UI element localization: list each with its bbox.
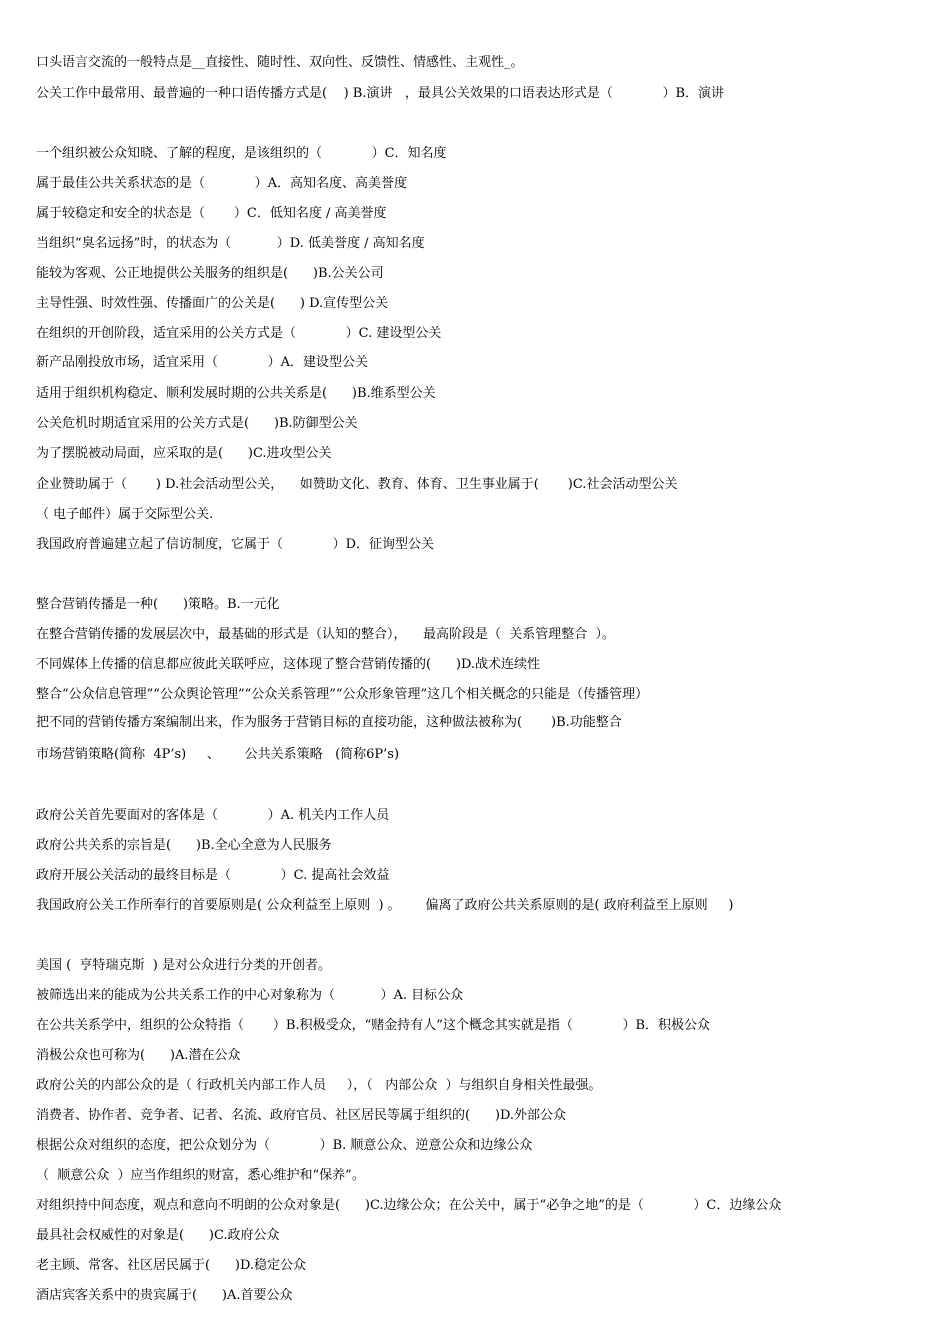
text-line: 属于最佳公共关系状态的是（ ）A．高知名度、高美誉度 (36, 176, 407, 191)
text-line: 酒店宾客关系中的贵宾属于( )A.首要公众 (36, 1288, 293, 1303)
text-line: 政府开展公关活动的最终目标是（ ）C. 提高社会效益 (36, 868, 390, 883)
text-line: 为了摆脱被动局面，应采取的是( )C.进攻型公关 (36, 446, 332, 461)
text-line: 不同媒体上传播的信息都应彼此关联呼应，这体现了整合营销传播的( )D.战术连续性 (36, 657, 541, 672)
text-line: 政府公关的内部公众的是（ 行政机关内部工作人员 ），（ 内部公众 ）与组织自身相关性最强。 (36, 1078, 602, 1093)
text-line: 公关危机时期适宜采用的公关方式是( )B.防御型公关 (36, 416, 358, 431)
text-line: 我国政府普遍建立起了信访制度，它属于（ ）D．征询型公关 (36, 537, 435, 552)
text-line: 市场营销策略(简称 4P’s) 、 公共关系策略 (简称6P’s) (36, 747, 400, 762)
text-line: 属于较稳定和安全的状态是（ ）C．低知名度 / 高美誉度 (36, 206, 387, 221)
text-line: 整合营销传播是一种( )策略。B.一元化 (36, 597, 280, 612)
text-line: 在公共关系学中，组织的公众特指（ ）B.积极受众，“赌金持有人”这个概念其实就是指（ ）B．积极公众 (36, 1018, 711, 1033)
text-line: 消费者、协作者、竞争者、记者、名流、政府官员、社区居民等属于组织的( )D.外部公众 (36, 1108, 567, 1123)
text-line: 整合“公众信息管理”“公众舆论管理”“公众关系管理”“公众形象管理”这几个相关概念的只能是（传播管理） (36, 687, 649, 702)
text-line: 最具社会权威性的对象是( )C.政府公众 (36, 1228, 280, 1243)
text-line: 根据公众对组织的态度，把公众划分为（ ）B. 顺意公众、逆意公众和边缘公众 (36, 1138, 533, 1153)
text-line: 新产品刚投放市场，适宜采用（ ）A．建设型公关 (36, 355, 368, 370)
text-line: （ 顺意公众 ）应当作组织的财富，悉心维护和“保养”。 (36, 1168, 365, 1183)
text-line: 政府公共关系的宗旨是( )B.全心全意为人民服务 (36, 838, 332, 853)
text-line: 对组织持中间态度，观点和意向不明朗的公众对象是( )C.边缘公众；在公关中，属于“必争之地”的是（ ）C．边缘公众 (36, 1198, 782, 1213)
text-line: （ 电子邮件）属于交际型公关. (36, 507, 214, 522)
text-line: 公关工作中最常用、最普遍的一种口语传播方式是( ) B.演讲 ，最具公关效果的口语表达形式是（ ）B．演讲 (36, 86, 725, 101)
text-line: 主导性强、时效性强、传播面广的公关是( ) D.宣传型公关 (36, 296, 389, 311)
text-line: 老主顾、常客、社区居民属于( )D.稳定公众 (36, 1258, 307, 1273)
text-line: 我国政府公关工作所奉行的首要原则是( 公众利益至上原则 ) 。 偏离了政府公共关系原则的是( 政府利益至上原则 ) (36, 898, 734, 913)
text-line: 把不同的营销传播方案编制出来，作为服务于营销目标的直接功能，这种做法被称为( )B.功能整合 (36, 715, 622, 730)
text-line: 消极公众也可称为( )A.潜在公众 (36, 1048, 241, 1063)
text-line: 政府公关首先要面对的客体是（ ）A. 机关内工作人员 (36, 808, 390, 823)
text-line: 在整合营销传播的发展层次中，最基础的形式是（认知的整合）， 最高阶段是（ 关系管理整合 ）。 (36, 627, 616, 642)
text-line: 一个组织被公众知晓、了解的程度，是该组织的（ ）C．知名度 (36, 146, 447, 161)
text-line: 被筛选出来的能成为公共关系工作的中心对象称为（ ）A. 目标公众 (36, 988, 464, 1003)
text-line: 能较为客观、公正地提供公关服务的组织是( )B.公关公司 (36, 266, 384, 281)
text-line: 在组织的开创阶段，适宜采用的公关方式是（ ）C. 建设型公关 (36, 326, 442, 341)
text-line: 企业赞助属于（ ) D.社会活动型公关， 如赞助文化、教育、体育、卫生事业属于( )C.社会活动型公关 (36, 477, 678, 492)
text-line: 美国 ( 亨特瑞克斯 ) 是对公众进行分类的开创者。 (36, 958, 331, 973)
text-line: 当组织“臭名远扬”时，的状态为（ ）D. 低美誉度 / 高知名度 (36, 236, 425, 251)
text-line: 口头语言交流的一般特点是__直接性、随时性、双向性、反馈性、情感性、主观性_。 (36, 55, 524, 70)
text-line: 适用于组织机构稳定、顺利发展时期的公共关系是( )B.维系型公关 (36, 386, 436, 401)
